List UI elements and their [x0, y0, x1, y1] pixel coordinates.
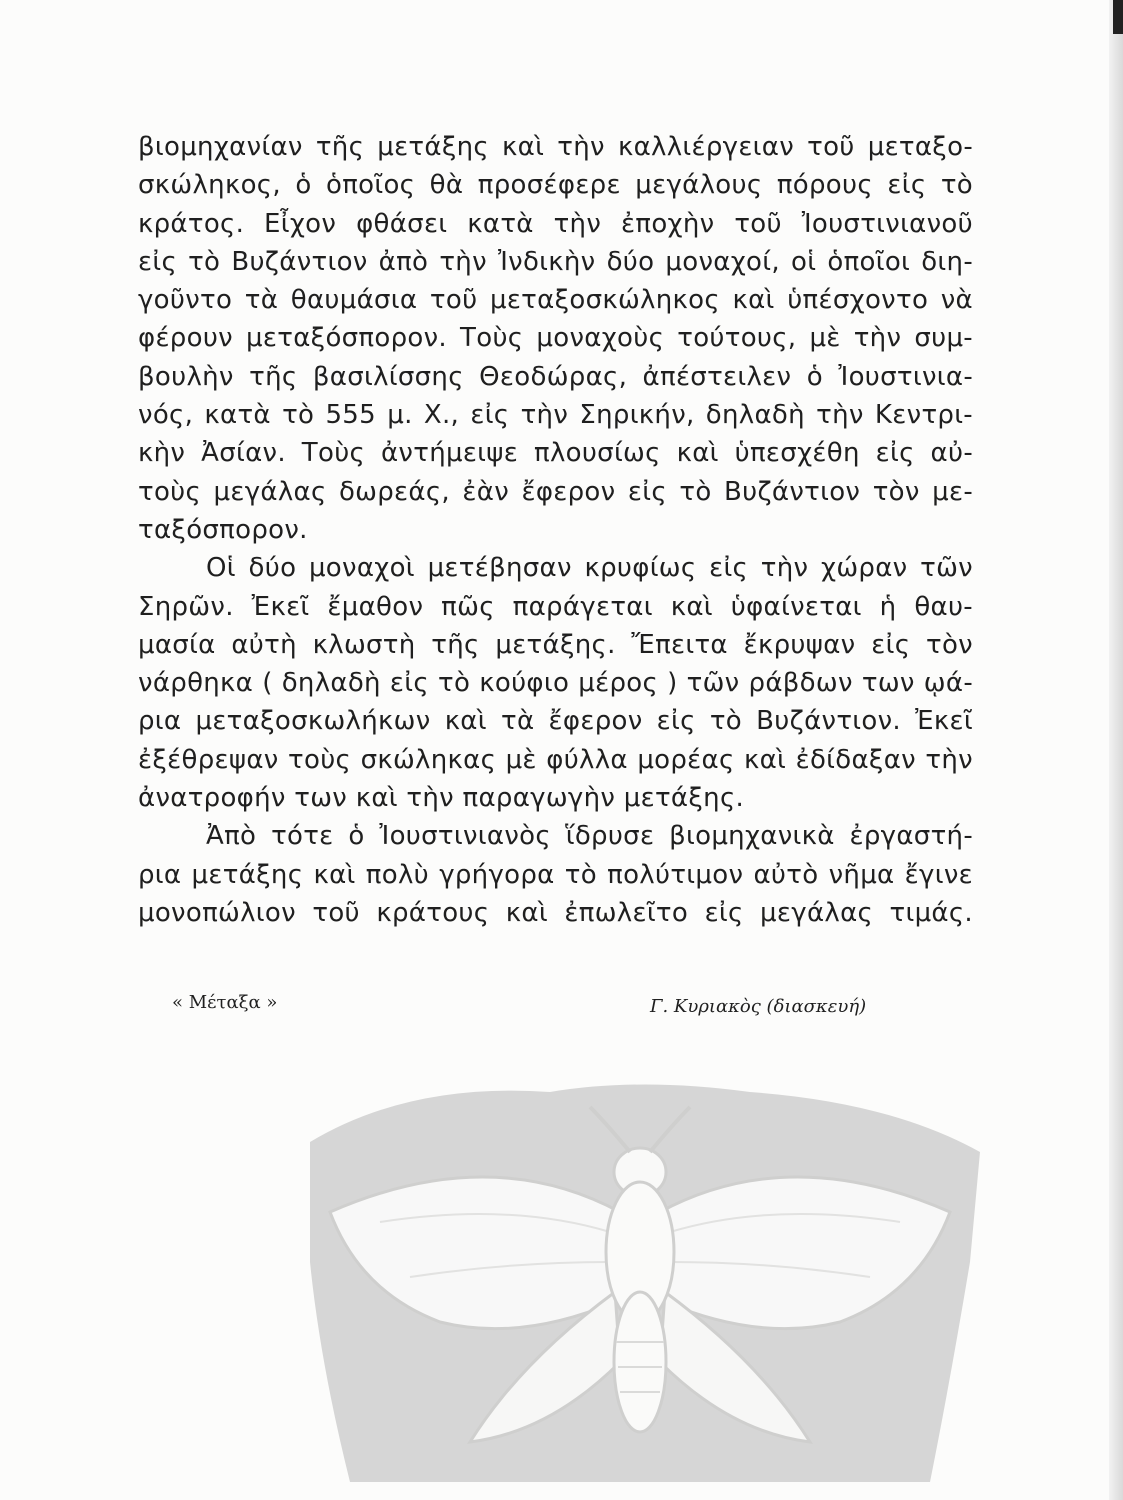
text-line: γοῦντο τὰ θαυμάσια τοῦ μεταξοσκώληκος καὶ ὑπέσχοντο νὰ	[138, 285, 973, 316]
text-line: νάρθηκα ( δηλαδὴ εἰς τὸ κούφιο μέρος ) τῶν ράβδων των ῳά-	[138, 668, 973, 699]
source-citation	[172, 992, 912, 1028]
text-line: κράτος. Εἶχον φθάσει κατὰ τὴν ἐποχὴν τοῦ Ἰουστινιανοῦ	[138, 208, 973, 239]
text-line: σκώληκος, ὁ ὁποῖος θὰ προσέφερε μεγάλους πόρους εἰς τὸ	[138, 170, 973, 201]
source-author: Γ. Κυριακὸς (διασκευή)	[650, 996, 867, 1017]
source-title: « Μέταξα »	[172, 992, 278, 1013]
text-line: βιομηχανίαν τῆς μετάξης καὶ τὴν καλλιέργειαν τοῦ μεταξο-	[138, 132, 973, 162]
text-line: φέρουν μεταξόσπορον. Τοὺς μοναχοὺς τούτους, μὲ τὴν συμ-	[138, 323, 973, 354]
silk-moth-icon	[290, 1062, 990, 1492]
page-edge-mark	[1113, 0, 1123, 34]
text-line: τοὺς μεγάλας δωρεάς, ἐὰν ἔφερον εἰς τὸ Βυζάντιον τὸν με-	[138, 476, 973, 507]
text-line: ἀνατροφήν των καὶ τὴν παραγωγὴν μετάξης.	[138, 783, 745, 814]
text-line: ἐξέθρεψαν τοὺς σκώληκας μὲ φύλλα μορέας καὶ ἐδίδαξαν τὴν	[138, 744, 973, 775]
body-text	[138, 128, 973, 932]
text-line: βουλὴν τῆς βασιλίσσης Θεοδώρας, ἀπέστειλεν ὁ Ἰουστινια-	[138, 361, 973, 392]
text-line: μασία αὐτὴ κλωστὴ τῆς μετάξης. Ἔπειτα ἔκρυψαν εἰς τὸν	[138, 629, 973, 660]
paragraph-start-line: Οἱ δύο μοναχοὶ μετέβησαν κρυφίως εἰς τὴν χώραν τῶν	[206, 553, 973, 584]
text-line: ρια μετάξης καὶ πολὺ γρήγορα τὸ πολύτιμον αὐτὸ νῆμα ἔγινε	[138, 859, 973, 890]
paragraph-start-line: Ἀπὸ τότε ὁ Ἰουστινιανὸς ἵδρυσε βιομηχανικὰ ἐργαστή-	[206, 821, 973, 852]
text-line: Σηρῶν. Ἐκεῖ ἔμαθον πῶς παράγεται καὶ ὑφαίνεται ἡ θαυ-	[138, 591, 973, 622]
text-line: νός, κατὰ τὸ 555 μ. Χ., εἰς τὴν Σηρικήν, δηλαδὴ τὴν Κεντρι-	[138, 400, 973, 431]
text-line: κὴν Ἀσίαν. Τοὺς ἀντήμειψε πλουσίως καὶ ὑπεσχέθη εἰς αὐ-	[138, 438, 973, 469]
text-line: μονοπώλιον τοῦ κράτους καὶ ἐπωλεῖτο εἰς μεγάλας τιμάς.	[138, 897, 973, 928]
text-line: εἰς τὸ Βυζάντιον ἀπὸ τὴν Ἰνδικὴν δύο μοναχοί, οἱ ὁποῖοι διη-	[138, 246, 973, 277]
text-line: ταξόσπορον.	[138, 514, 308, 545]
text-line: ρια μεταξοσκωλήκων καὶ τὰ ἔφερον εἰς τὸ Βυζάντιον. Ἐκεῖ	[138, 706, 973, 737]
page-edge-shadow	[1109, 0, 1123, 1500]
